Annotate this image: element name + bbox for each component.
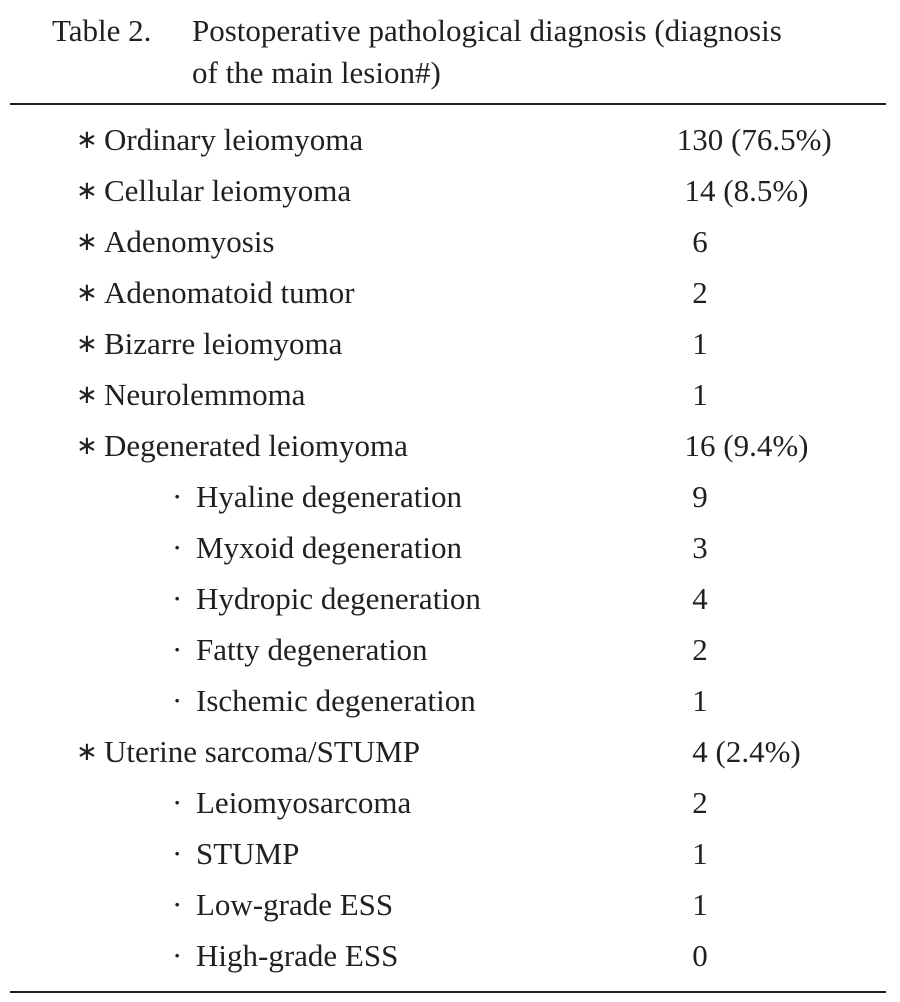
- diagnosis-name: [76, 373, 305, 417]
- table-row: [0, 271, 900, 322]
- case-count: 16 (9.4%): [684, 428, 809, 463]
- table-subrow: [0, 577, 900, 628]
- diagnosis-label: Hydropic degeneration: [196, 581, 481, 616]
- diagnosis-name: [76, 118, 363, 162]
- table-row: [0, 220, 900, 271]
- diagnosis-label: Fatty degeneration: [196, 632, 428, 667]
- diagnosis-name: [172, 526, 462, 570]
- case-count: 2: [692, 785, 708, 820]
- table-row: [0, 118, 900, 169]
- diagnosis-name: [172, 475, 462, 519]
- table-subrow: [0, 781, 900, 832]
- diagnosis-label: Cellular leiomyoma: [104, 173, 352, 208]
- diagnosis-name: [76, 169, 351, 213]
- diagnosis-name: [76, 271, 355, 315]
- diagnosis-name: [172, 628, 428, 672]
- table-title-line-1: Postoperative pathological diagnosis (diagnosis: [192, 13, 782, 48]
- diagnosis-label: Ordinary leiomyoma: [104, 122, 364, 157]
- case-count: 4 (2.4%): [692, 734, 801, 769]
- asterisk-marker: ∗: [76, 329, 98, 359]
- table-title: [192, 10, 892, 94]
- case-count: 6: [692, 224, 708, 259]
- table-row: [0, 169, 900, 220]
- diagnosis-label: STUMP: [196, 836, 300, 871]
- asterisk-marker: ∗: [76, 278, 98, 308]
- diagnosis-label: Myxoid degeneration: [196, 530, 463, 565]
- bottom-rule: [10, 991, 886, 993]
- asterisk-marker: ∗: [76, 176, 98, 206]
- bullet-marker: ·: [172, 836, 183, 871]
- table-row: [0, 730, 900, 781]
- case-count: 14 (8.5%): [684, 173, 809, 208]
- diagnosis-label: Adenomyosis: [104, 224, 275, 259]
- diagnosis-label: Hyaline degeneration: [196, 479, 462, 514]
- case-count: 1: [692, 887, 708, 922]
- bullet-marker: ·: [172, 479, 183, 514]
- diagnosis-label: Ischemic degeneration: [196, 683, 476, 718]
- diagnosis-name: [172, 883, 393, 927]
- table-subrow: [0, 526, 900, 577]
- case-count: 130 (76.5%): [676, 122, 832, 157]
- bullet-marker: ·: [172, 887, 183, 922]
- case-count: 0: [692, 938, 708, 973]
- asterisk-marker: ∗: [76, 380, 98, 410]
- table-subrow: [0, 475, 900, 526]
- case-count: 2: [692, 275, 708, 310]
- diagnosis-name: [172, 934, 398, 978]
- diagnosis-name: [172, 832, 299, 876]
- case-count: 1: [692, 326, 708, 361]
- diagnosis-table: [0, 118, 900, 985]
- table-subrow: [0, 934, 900, 985]
- table-title-line-2: of the main lesion#): [192, 55, 441, 90]
- table-label: Table 2.: [52, 13, 152, 48]
- bullet-marker: ·: [172, 785, 183, 820]
- asterisk-marker: ∗: [76, 227, 98, 257]
- bullet-marker: ·: [172, 683, 183, 718]
- diagnosis-label: Adenomatoid tumor: [104, 275, 355, 310]
- case-count: 1: [692, 377, 708, 412]
- bullet-marker: ·: [172, 530, 183, 565]
- table-subrow: [0, 628, 900, 679]
- asterisk-marker: ∗: [76, 737, 98, 767]
- diagnosis-label: Bizarre leiomyoma: [104, 326, 343, 361]
- table-subrow: [0, 679, 900, 730]
- table-subrow: [0, 832, 900, 883]
- table-row: [0, 424, 900, 475]
- case-count: 9: [692, 479, 708, 514]
- diagnosis-name: [172, 679, 476, 723]
- diagnosis-name: [76, 730, 420, 774]
- asterisk-marker: ∗: [76, 431, 98, 461]
- diagnosis-label: Uterine sarcoma/STUMP: [104, 734, 420, 769]
- bullet-marker: ·: [172, 581, 183, 616]
- case-count: 3: [692, 530, 708, 565]
- diagnosis-label: High-grade ESS: [196, 938, 399, 973]
- table-row: [0, 322, 900, 373]
- case-count: 1: [692, 683, 708, 718]
- diagnosis-label: Low-grade ESS: [196, 887, 394, 922]
- bullet-marker: ·: [172, 938, 183, 973]
- table-subrow: [0, 883, 900, 934]
- asterisk-marker: ∗: [76, 125, 98, 155]
- diagnosis-name: [76, 322, 342, 366]
- case-count: 4: [692, 581, 708, 616]
- diagnosis-name: [172, 577, 481, 621]
- table-row: [0, 373, 900, 424]
- diagnosis-label: Neurolemmoma: [104, 377, 306, 412]
- diagnosis-name: [172, 781, 411, 825]
- case-count: 1: [692, 836, 708, 871]
- bullet-marker: ·: [172, 632, 183, 667]
- diagnosis-name: [76, 424, 408, 468]
- diagnosis-label: Leiomyosarcoma: [196, 785, 412, 820]
- diagnosis-label: Degenerated leiomyoma: [104, 428, 408, 463]
- case-count: 2: [692, 632, 708, 667]
- diagnosis-name: [76, 220, 275, 264]
- top-rule: [10, 103, 886, 105]
